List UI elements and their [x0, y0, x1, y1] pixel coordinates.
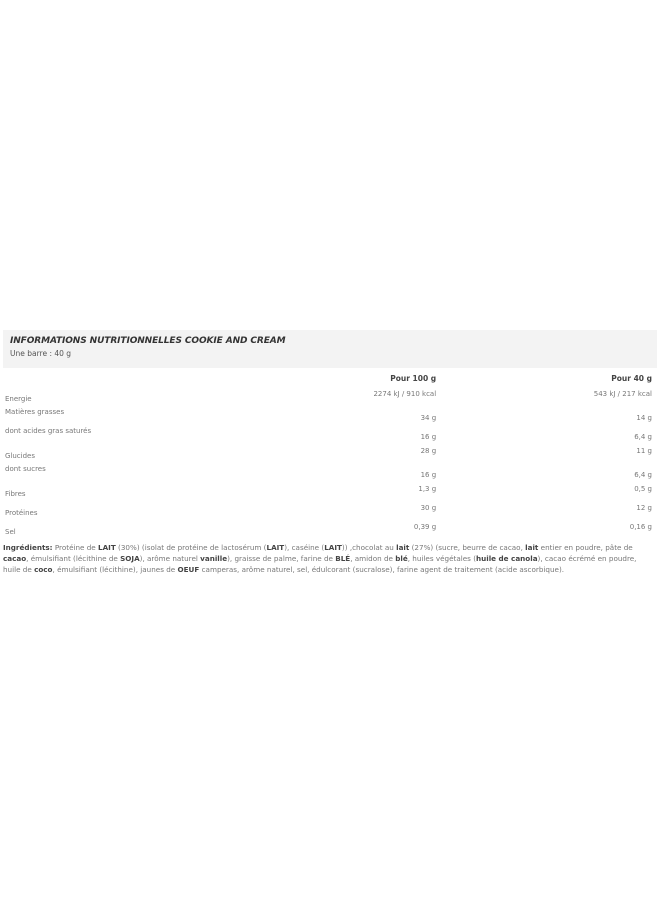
- table-row: [3, 426, 657, 445]
- ingredients-text: [3, 542, 657, 575]
- allergen-text: OEUF: [177, 565, 200, 574]
- ingredient-text: ), arôme naturel: [139, 554, 201, 563]
- nutrient-name: Fibres: [5, 490, 26, 498]
- nutrition-header: [3, 330, 657, 368]
- table-row: [3, 521, 657, 540]
- value-per40: 0,16 g: [629, 523, 652, 531]
- column-header-per100: Pour 100 g: [390, 374, 437, 383]
- allergen-text: lait: [525, 543, 539, 552]
- value-per100: 16 g: [420, 433, 437, 441]
- allergen-text: blé: [395, 554, 408, 563]
- allergen-text: cacao: [3, 554, 27, 563]
- allergen-text: SOJA: [120, 554, 140, 563]
- value-per100: 16 g: [420, 471, 437, 479]
- allergen-text: huile de canola: [476, 554, 538, 563]
- nutrient-name: Matières grasses: [5, 408, 65, 416]
- allergen-text: LAIT: [98, 543, 116, 552]
- ingredient-text: , amidon de: [350, 554, 396, 563]
- column-header-name: [3, 368, 330, 388]
- ingredient-text: camperas, arôme naturel, sel, édulcorant (sucralose), farine agent de traitement (acide ascorbique).: [199, 565, 565, 574]
- nutrient-name: dont acides gras saturés: [5, 427, 92, 435]
- ingredient-text: entier en poudre, pâte de: [538, 543, 633, 552]
- value-per100: 34 g: [420, 414, 437, 422]
- value-per40: 0,5 g: [634, 485, 652, 493]
- value-per100: 30 g: [420, 504, 437, 512]
- value-per40: 543 kJ / 217 kcal: [593, 390, 652, 398]
- value-per100: 1,3 g: [418, 485, 437, 493]
- serving-size: Une barre : 40 g: [10, 349, 72, 358]
- nutrition-table: [3, 368, 657, 540]
- nutrition-title: INFORMATIONS NUTRITIONNELLES COOKIE AND CREAM: [10, 336, 286, 346]
- column-header-per40: Pour 40 g: [611, 374, 652, 383]
- ingredient-text: ), cacao écrémé en poudre, huile de: [3, 554, 637, 574]
- table-row: [3, 445, 657, 464]
- allergen-text: coco: [34, 565, 53, 574]
- allergen-text: vanille: [200, 554, 228, 563]
- value-per40: 6,4 g: [634, 471, 652, 479]
- ingredient-text: (27%) (sucre, beurre de cacao,: [409, 543, 526, 552]
- nutrient-name: Energie: [5, 395, 32, 403]
- allergen-text: lait: [396, 543, 410, 552]
- table-row: [3, 483, 657, 502]
- value-per100: 2274 kJ / 910 kcal: [373, 390, 437, 398]
- ingredient-text: Protéine de: [54, 543, 99, 552]
- ingredient-text: (30%) (isolat de protéine de lactosérum (: [115, 543, 267, 552]
- value-per40: 14 g: [636, 414, 652, 422]
- value-per40: 11 g: [636, 447, 652, 455]
- allergen-text: BLÉ: [335, 554, 351, 563]
- nutrition-panel: [3, 330, 657, 575]
- value-per40: 12 g: [636, 504, 652, 512]
- nutrient-name: dont sucres: [5, 465, 46, 473]
- value-per100: 28 g: [420, 447, 437, 455]
- value-per40: 6,4 g: [634, 433, 652, 441]
- table-row: [3, 388, 657, 407]
- value-per100: 0,39 g: [413, 523, 437, 531]
- nutrient-name: Protéines: [5, 509, 38, 517]
- table-row: [3, 464, 657, 483]
- ingredients-label: Ingrédients:: [3, 543, 53, 552]
- table-row: [3, 407, 657, 426]
- nutrient-name: Sel: [5, 528, 16, 536]
- ingredient-text: ), graisse de palme, farine de: [227, 554, 336, 563]
- ingredient-text: , émulsifiant (lécithine), jaunes de: [52, 565, 178, 574]
- ingredient-text: , huiles végétales (: [407, 554, 476, 563]
- nutrition-table-body: [3, 388, 657, 540]
- allergen-text: LAIT: [266, 543, 285, 552]
- nutrient-name: Glucides: [5, 452, 35, 460]
- ingredient-text: ), caséine (: [284, 543, 325, 552]
- allergen-text: LAIT: [324, 543, 342, 552]
- ingredient-text: , émulsifiant (lécithine de: [26, 554, 121, 563]
- table-row: [3, 502, 657, 521]
- ingredient-text: )) ,chocolat au: [341, 543, 397, 552]
- table-header-row: [3, 368, 657, 388]
